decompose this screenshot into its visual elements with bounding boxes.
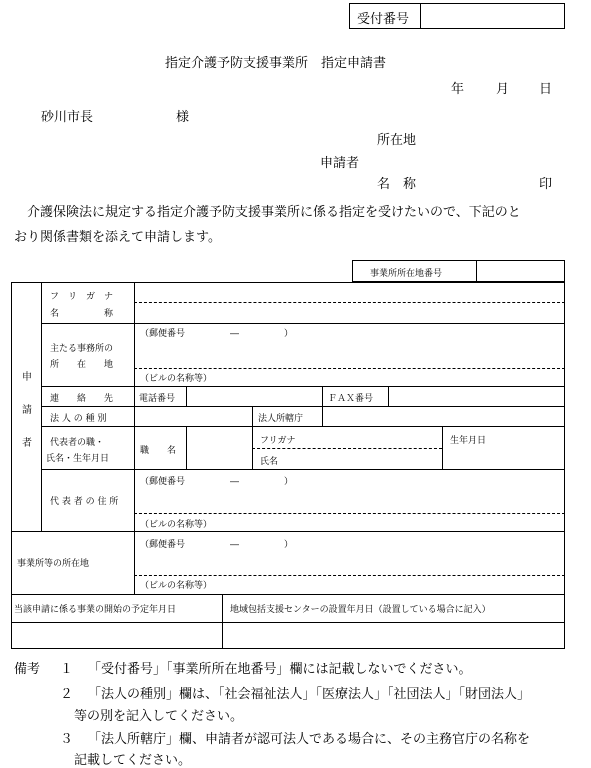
fax-label: ＦＡＸ番号 [328, 394, 374, 404]
rep-address-label: 代 表 者 の 住 所 [50, 497, 119, 507]
date-columns-divider [222, 594, 223, 649]
row-line [11, 622, 565, 623]
rep-building-divider [134, 513, 565, 514]
position-label-right [186, 426, 187, 469]
center-date-label: 地域包括支援センターの設置年月日（設置している場合に記入） [230, 605, 491, 615]
row-line [41, 426, 565, 427]
office-location-postal: （郵便番号 ― ） [140, 540, 294, 550]
corp-name-label: 名 称 [50, 309, 114, 319]
rep-name-divider [252, 448, 442, 449]
notes-header: 備考 [14, 662, 41, 677]
rep-address-building: （ビルの名称等） [140, 520, 213, 530]
addressee-suffix: 様 [176, 110, 190, 125]
applicant-side-char-3: 者 [22, 438, 32, 449]
fax-label-right [388, 386, 389, 406]
label-column-border [134, 282, 135, 594]
row-line [41, 323, 565, 324]
main-office-label-1: 主たる事務所の [50, 344, 114, 354]
office-building-divider [134, 575, 565, 576]
furigana-divider [134, 302, 565, 303]
applicant-side-char-1: 申 [22, 372, 32, 383]
note-1-number: １ [60, 662, 74, 677]
row-line [41, 386, 565, 387]
name-label: 名 称 [377, 177, 417, 192]
rep-name-label: 氏名 [260, 457, 279, 467]
representative-label-1: 代表者の職・ [50, 438, 105, 448]
position-label: 職 名 [140, 446, 177, 456]
note-1-text: 「受付番号」「事業所所在地番号」欄には記載しないでください。 [88, 662, 472, 677]
note-2-text-2: 等の別を記入してください。 [74, 709, 244, 724]
row-line [41, 406, 565, 407]
rep-address-postal: （郵便番号 ― ） [140, 477, 294, 487]
intro-line-1: 介護保険法に規定する指定介護予防支援事業所に係る指定を受けたいので、下記のと [27, 205, 521, 220]
position-value-right [252, 426, 253, 469]
rep-furigana-label: フリガナ [260, 436, 296, 446]
corp-type-value-right [252, 406, 253, 426]
date-year: 年 [451, 82, 465, 97]
office-location-label: 事業所等の所在地 [17, 559, 90, 569]
corp-type-label: 法 人 の 種 別 [50, 414, 107, 424]
office-number-divider [476, 260, 477, 282]
corp-authority-label: 法人所轄庁 [258, 414, 304, 424]
receipt-divider [420, 3, 421, 29]
representative-label-2: 氏名・生年月日 [46, 454, 110, 464]
applicant-side-char-2: 請 [22, 405, 32, 416]
office-number-label: 事業所所在地番号 [370, 269, 443, 279]
corp-authority-label-right [322, 406, 323, 426]
contact-label: 連 絡 先 [50, 394, 114, 404]
row-line [11, 531, 565, 532]
main-office-postal: （郵便番号 ― ） [140, 329, 294, 339]
birth-date-label: 生年月日 [450, 436, 487, 446]
note-2-number: ２ [60, 687, 74, 702]
receipt-number-label: 受付番号 [357, 12, 410, 27]
fax-label-left [322, 386, 323, 406]
applicant-side-border [41, 282, 42, 531]
row-line [41, 469, 565, 470]
location-label: 所在地 [377, 133, 417, 148]
date-day: 日 [539, 82, 553, 97]
intro-line-2: おり関係書類を添えて申請します。 [14, 230, 221, 245]
seal-label: 印 [539, 177, 553, 192]
rep-name-right [442, 426, 443, 469]
main-office-label-2: 所 在 地 [50, 360, 114, 370]
document-title: 指定介護予防支援事業所 指定申請書 [165, 56, 387, 71]
main-office-building: （ビルの名称等） [140, 374, 213, 384]
note-3-number: ３ [60, 732, 74, 747]
note-3-text-1: 「法人所轄庁」欄、申請者が認可法人である場合に、その主務官庁の名称を [88, 732, 531, 747]
row-line [11, 594, 565, 595]
applicant-label: 申請者 [320, 156, 360, 171]
phone-value-border [186, 386, 187, 406]
note-2-text-1: 「法人の種別」欄は、「社会福祉法人」「医療法人」「社団法人」「財団法人」 [88, 687, 531, 702]
building-divider [134, 368, 565, 369]
note-3-text-2: 記載してください。 [74, 753, 192, 768]
furigana-label: フ リ ガ ナ [50, 292, 114, 302]
phone-label: 電話番号 [139, 394, 176, 404]
start-date-label: 当該申請に係る事業の開始の予定年月日 [14, 605, 177, 615]
receipt-number-field[interactable] [428, 8, 558, 24]
office-location-building: （ビルの名称等） [140, 581, 213, 591]
addressee-name: 砂川市長 [41, 110, 94, 125]
date-month: 月 [496, 82, 510, 97]
